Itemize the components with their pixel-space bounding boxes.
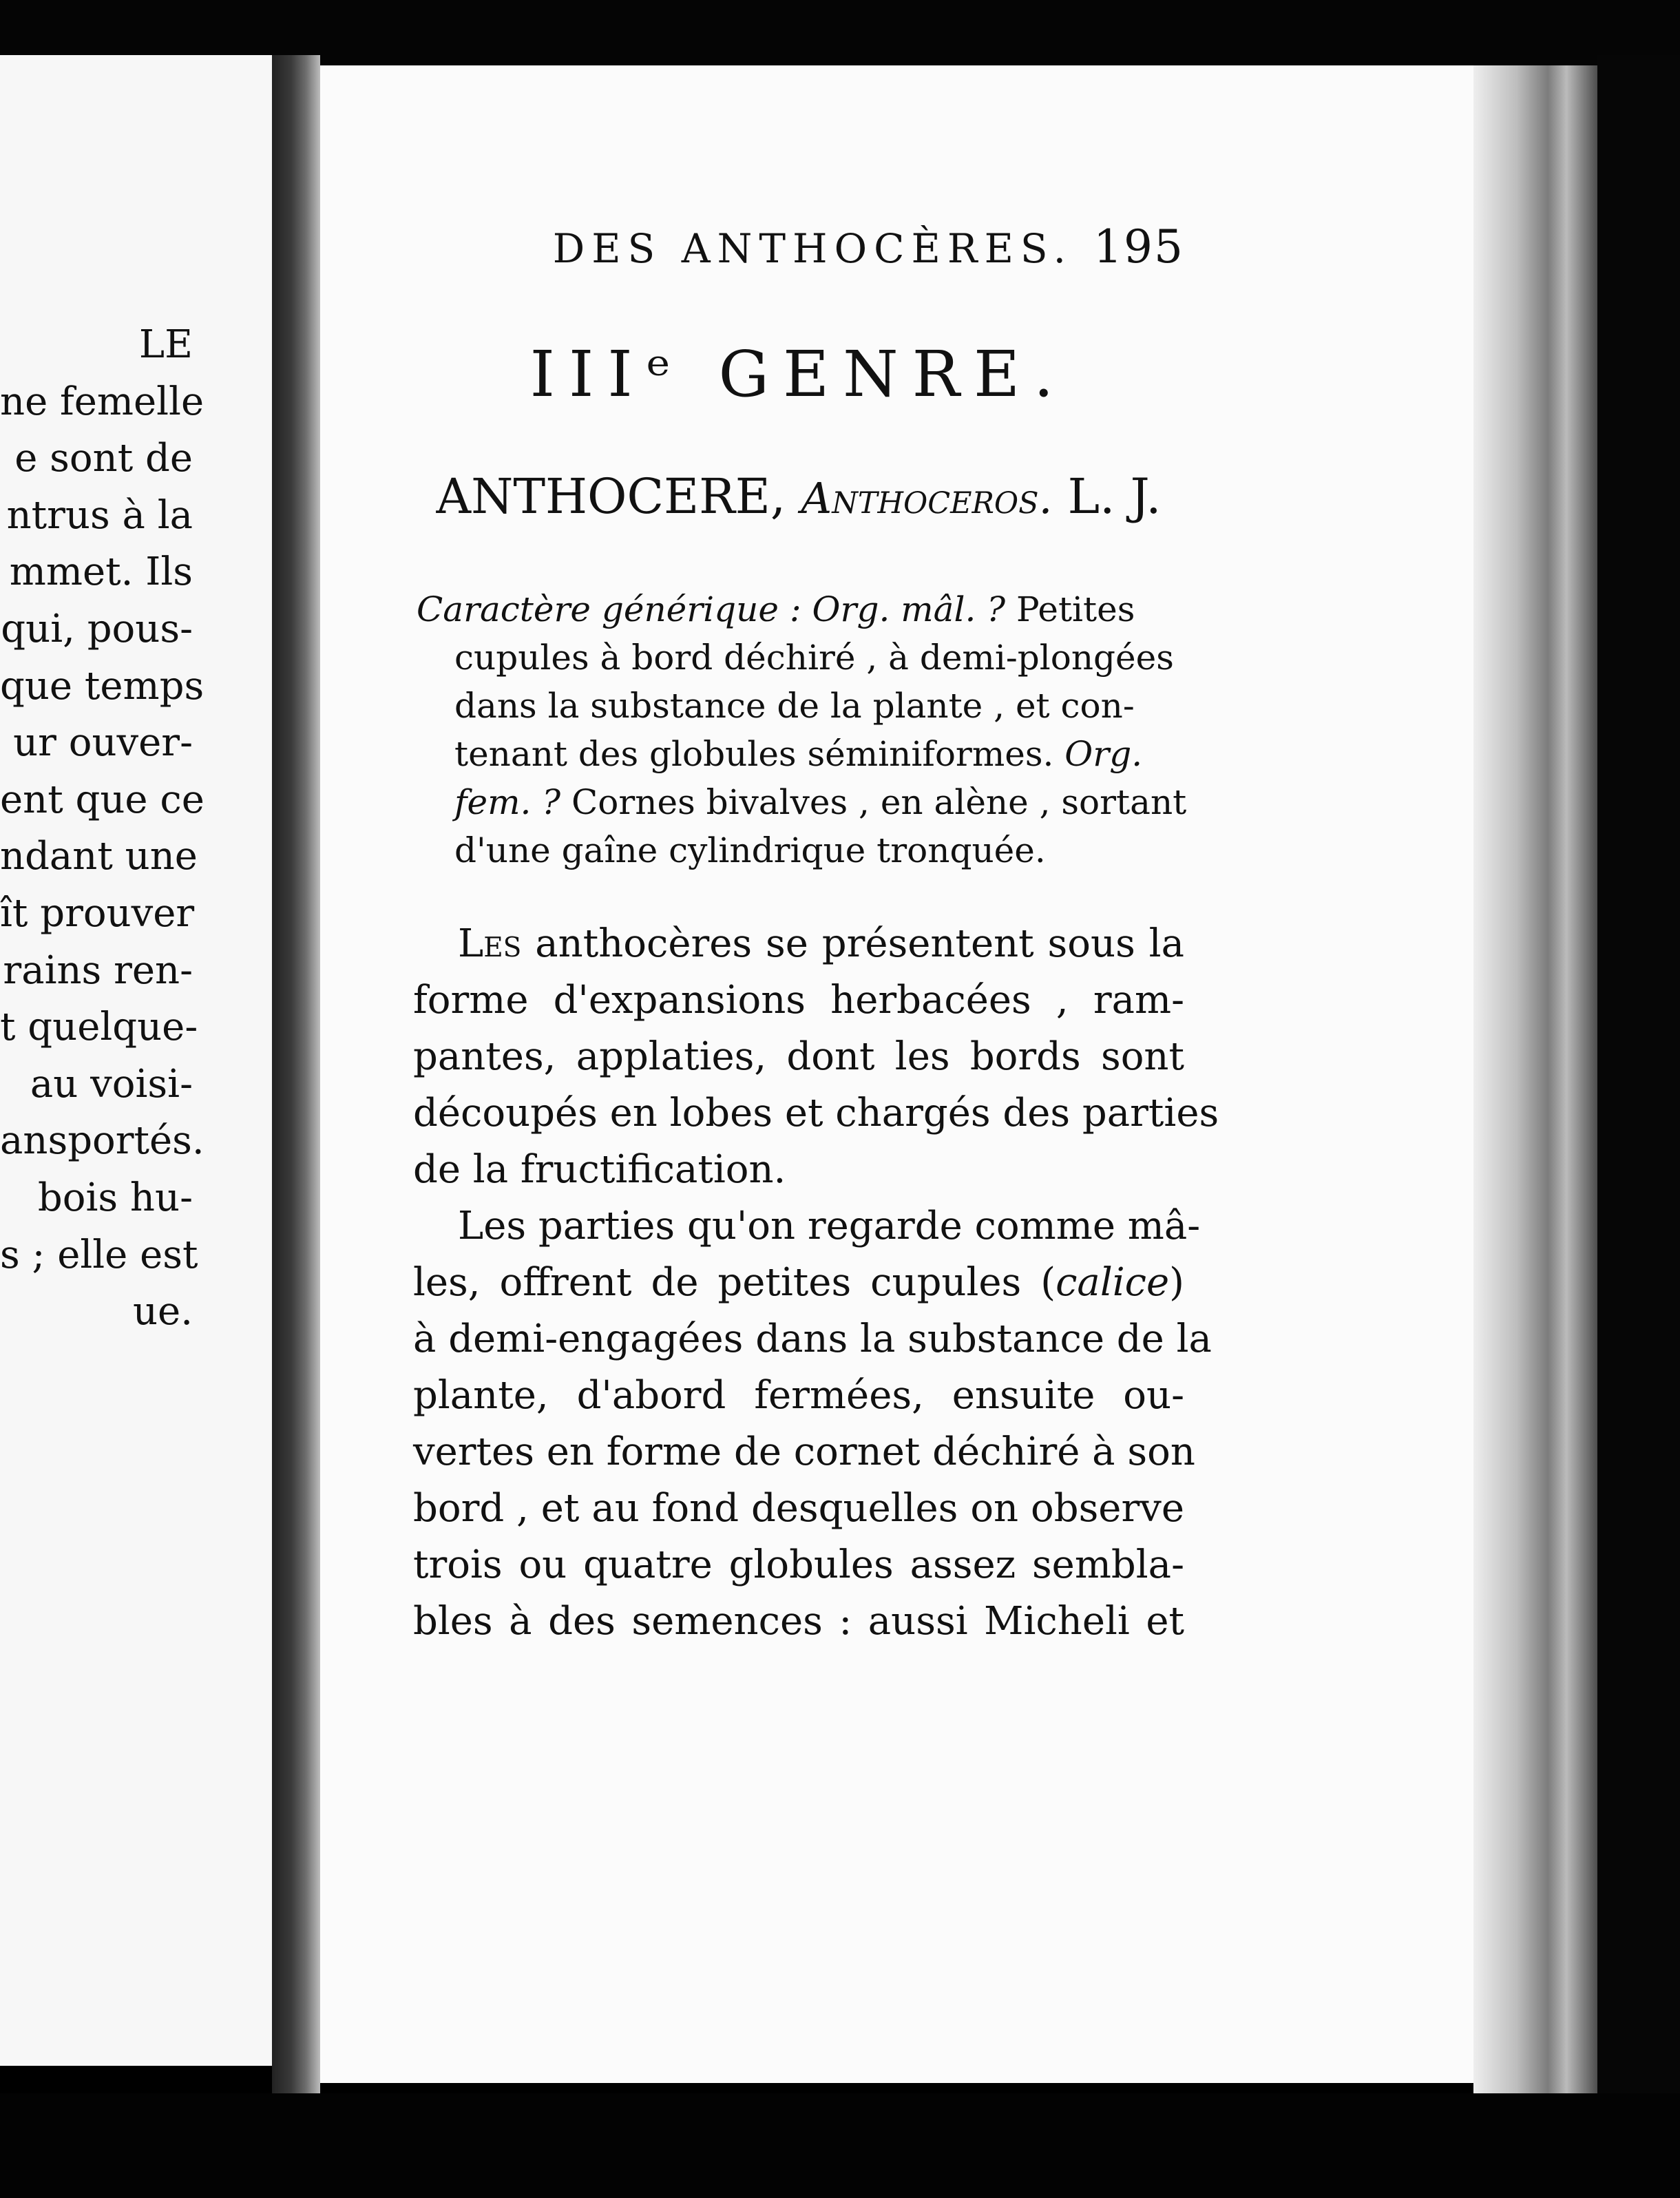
dropcap-word: Les — [458, 921, 522, 966]
body-line — [413, 1255, 1184, 1311]
left-line: ansportés. — [0, 1118, 204, 1164]
body-line: vertes en forme de cornet déchiré à son — [413, 1430, 1195, 1474]
caract-text: tenant des globules séminiformes. — [454, 734, 1054, 774]
left-line: au voisi- — [30, 1061, 193, 1107]
left-line: e sont de — [14, 436, 193, 481]
body-line: découpés en lobes et chargés des parties — [413, 1091, 1219, 1135]
running-head-title: DES ANTHOCÈRES. — [552, 225, 1073, 272]
left-page — [0, 55, 276, 2066]
caract-text: Petites — [1016, 589, 1135, 629]
body-line: de la fructification. — [413, 1147, 786, 1192]
left-line: ne femelle — [0, 379, 204, 424]
genus-heading — [413, 468, 1184, 525]
body-text-span: anthocères se présentent sous la — [535, 921, 1184, 966]
book-gutter — [272, 55, 320, 2093]
caract-line — [417, 730, 1184, 778]
left-page-text — [0, 317, 272, 1341]
body-line: bord , et au fond desquelles on observe — [413, 1486, 1184, 1531]
body-line: à demi-engagées dans la substance de la — [413, 1317, 1212, 1361]
left-line: rains ren- — [3, 948, 193, 993]
left-line: ent que ce — [0, 777, 204, 822]
scan-border-right — [1597, 55, 1680, 2198]
page-edge — [1473, 65, 1597, 2131]
caract-line: dans la substance de la plante , et con- — [454, 686, 1135, 726]
body-line: trois ou quatre globules assez sembla- — [413, 1542, 1184, 1587]
body-italic: calice — [1056, 1260, 1170, 1305]
body-text — [413, 916, 1219, 1650]
genus-name: ANTHOCERE, — [436, 468, 786, 525]
caract-line — [417, 778, 1187, 826]
body-line: Les parties qu'on regarde comme mâ- — [458, 1204, 1201, 1248]
caract-italic: fem. ? — [454, 782, 561, 822]
body-line: pantes, applaties, dont les bords sont — [413, 1034, 1184, 1079]
scan-border-bottom — [0, 2093, 1680, 2198]
running-head — [413, 220, 1184, 282]
body-text-span: ) — [1169, 1260, 1184, 1305]
left-line: bois hu- — [37, 1175, 193, 1220]
genus-authority: L. J. — [1067, 468, 1162, 525]
caract-line: cupules à bord déchiré , à demi-plongées — [454, 638, 1174, 678]
body-line — [413, 916, 1184, 972]
caract-line: d'une gaîne cylindrique tronquée. — [454, 830, 1046, 870]
left-line: qui, pous- — [1, 606, 193, 651]
left-line: LE — [138, 322, 193, 367]
left-line: que temps — [0, 663, 204, 709]
left-line: mmet. Ils — [9, 550, 193, 595]
left-line: ît prouver — [0, 890, 195, 936]
generic-character — [417, 585, 1187, 875]
left-line: ntrus à la — [6, 492, 193, 538]
body-line: bles à des semences : aussi Micheli et — [413, 1599, 1184, 1644]
body-text-span: les, offrent de petites cupules ( — [413, 1260, 1056, 1305]
body-line: forme d'expansions herbacées , ram- — [413, 978, 1184, 1023]
left-line: ndant une — [0, 834, 198, 879]
caract-text: Cornes bivalves , en alène , sortant — [571, 782, 1187, 822]
left-line: ue. — [132, 1289, 193, 1334]
page-number: 195 — [1093, 220, 1184, 273]
genus-latin: Anthoceros. — [801, 473, 1053, 523]
body-line: plante, d'abord fermées, ensuite ou- — [413, 1373, 1184, 1418]
left-line: s ; elle est — [0, 1232, 198, 1277]
caract-label: Caractère générique : Org. mâl. ? — [417, 589, 1006, 629]
left-line: t quelque- — [0, 1005, 198, 1050]
caract-line — [417, 585, 1184, 634]
caract-italic: Org. — [1064, 734, 1143, 774]
left-line: ur ouver- — [13, 720, 193, 766]
genre-heading: IIIᵉ GENRE. — [529, 337, 1068, 411]
